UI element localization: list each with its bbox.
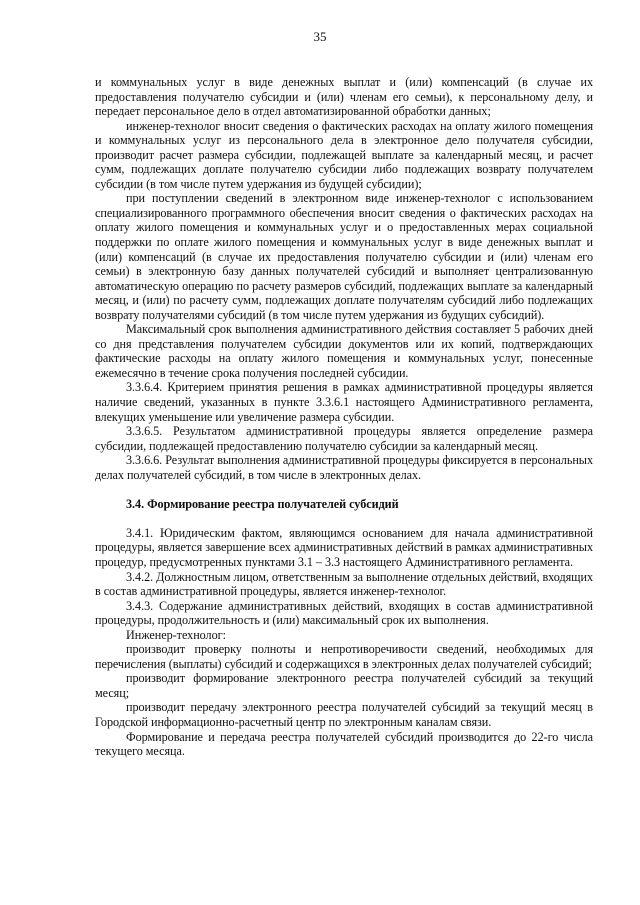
section-heading-3-4: 3.4. Формирование реестра получателей субсидий [126, 497, 399, 512]
paragraph-continuation: и коммунальных услуг в виде денежных выплат и (или) компенсаций (в случае их предоставления получателю субсидии и (или) членам его семьи), к персональному делу, и передает персональное дело в отдел автоматизированной обработки данных; [95, 75, 593, 119]
paragraph-max-duration: Максимальный срок выполнения административного действия составляет 5 рабочих дней со дня представления получателем субсидии документов или их копий, подтверждающих фактические расходы на оплату жилого помещения и коммунальных услуг, понесенные ежемесячно в течение срока получения последней субсидии. [95, 322, 593, 380]
paragraph-3-4-2: 3.4.2. Должностным лицом, ответственным за выполнение отдельных действий, входящих в состав административной процедуры, является инженер-технолог. [95, 569, 593, 599]
paragraph-electronic-data: при поступлении сведений в электронном виде инженер-технолог с использованием специализированного программного обеспечения вносит сведения о фактических расходах на оплату жилого помещения и коммунальных услуг и о предоставленных мерах социальной поддержки по оплате жилого помещения и коммунальных услуг в виде денежных выплат и (или) компенсаций (в случае их предоставления получателю субсидии и (или) членам его семьи) в электронную базу данных получателей субсидий и выполняет централизованную автоматическую операцию по расчету размеров субсидий, подлежащих выплате за календарный месяц, и (или) по расчету сумм, подлежащих доплате получателям субсидий либо подлежащих возврату получателями субсидий (в том числе путем удержания из будущих субсидий). [95, 191, 593, 322]
paragraph-3-4-1: 3.4.1. Юридическим фактом, являющимся основанием для начала административной процедуры, является завершение всех административных действий в рамках административных процедур, предусмотренных пунктами 3.1 – 3.3 настоящего Административного регламента. [95, 525, 593, 569]
paragraph-3-4-3: 3.4.3. Содержание административных действий, входящих в состав административной процедуры, продолжительность и (или) максимальный срок их выполнения. [95, 598, 593, 628]
page-number: 35 [313, 29, 327, 44]
paragraph-engineer-data-entry: инженер-технолог вносит сведения о фактических расходах на оплату жилого помещения и коммунальных услуг из персонального дела в электронное дело получателя субсидии, производит расчет размера субсидии, подлежащей выплате за календарный месяц, и расчет сумм, подлежащих доплате получателю субсидии либо подлежащих возврату получателем субсидии (в том числе путем удержания из будущей субсидии); [95, 118, 593, 191]
paragraph-3-3-6-5: 3.3.6.5. Результатом административной процедуры является определение размера субсидии, подлежащей предоставлению получателю субсидии за календарный месяц. [95, 424, 593, 453]
document-body [95, 75, 593, 759]
paragraph-form-registry: производит формирование электронного реестра получателей субсидий за текущий месяц; [95, 671, 593, 700]
paragraph-transfer-registry: производит передачу электронного реестра получателей субсидий за текущий месяц в Городской информационно-расчетный центр по электронным каналам связи. [95, 700, 593, 729]
paragraph-deadline: Формирование и передача реестра получателей субсидий производится до 22-го числа текущего месяца. [95, 729, 593, 759]
paragraph-check-completeness: производит проверку полноты и непротиворечивости сведений, необходимых для перечисления (выплаты) субсидий и содержащихся в электронных делах получателей субсидий; [95, 642, 593, 671]
paragraph-3-3-6-6: 3.3.6.6. Результат выполнения административной процедуры фиксируется в персональных делах получателей субсидий, в том числе в электронных делах. [95, 453, 593, 482]
paragraph-3-3-6-4: 3.3.6.4. Критерием принятия решения в рамках административной процедуры является наличие сведений, указанных в пункте 3.3.6.1 настоящего Административного регламента, влекущих уменьшение или увеличение размера субсидии. [95, 380, 593, 424]
paragraph-engineer-label: Инженер-технолог: [126, 627, 226, 642]
